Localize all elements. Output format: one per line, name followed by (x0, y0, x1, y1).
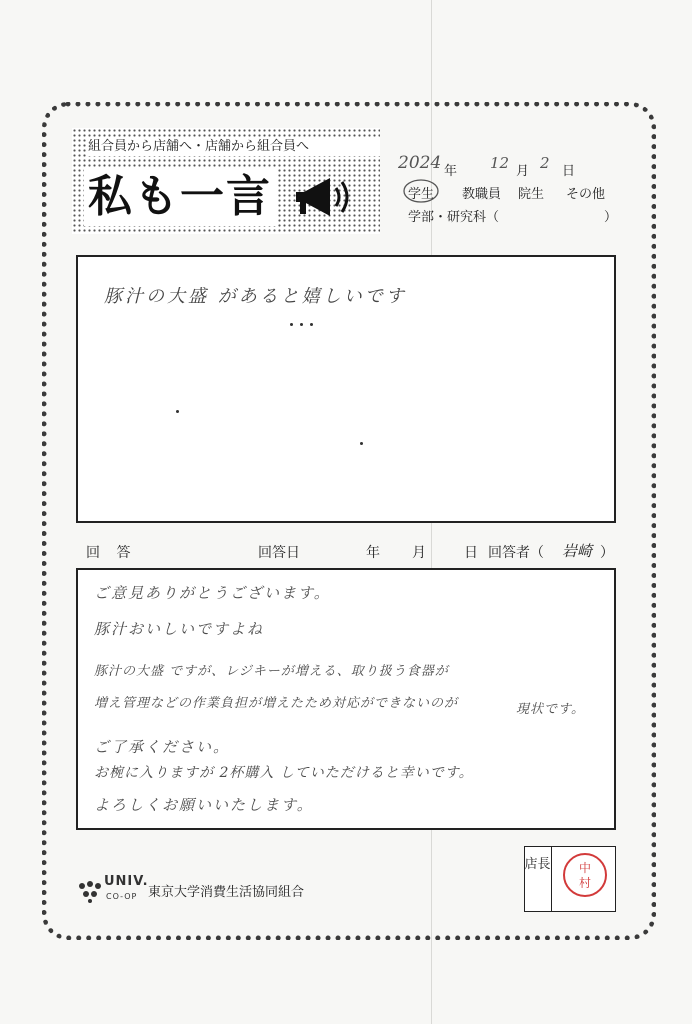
ink-speck (300, 323, 303, 326)
selected-status-circle (402, 178, 440, 204)
responder-name: 岩崎 (562, 542, 593, 560)
month-value: 12 (490, 154, 510, 172)
status-option-label: 教職員 (462, 187, 502, 202)
reply-line: よろしくお願いいたします。 (94, 796, 314, 814)
ink-speck (310, 323, 313, 326)
responder-label: 回答者（ (488, 545, 544, 561)
reply-line: 豚汁おいしいですよね (94, 620, 265, 638)
status-option-label: 学生 (408, 187, 435, 202)
megaphone-icon (290, 172, 354, 222)
reply-date-label: 回答日 (258, 545, 300, 561)
form-subtitle: 組合員から店舗へ・店舗から組合員へ (86, 138, 380, 156)
reply-line: 現状です。 (516, 702, 585, 717)
status-option-grad[interactable] (518, 183, 544, 202)
ink-speck (290, 323, 293, 326)
opinion-text: 豚汁の大盛 があると嬉しいです (104, 286, 407, 307)
coop-logo-icon (74, 878, 106, 904)
svg-text:中: 中 (578, 861, 592, 875)
status-option-label: 院生 (518, 187, 545, 202)
status-option-other[interactable] (566, 183, 605, 202)
faculty-close: ） (604, 210, 618, 225)
manager-label: 店長 (524, 846, 552, 912)
day-value: 2 (540, 154, 550, 172)
month-label: 月 (516, 164, 530, 179)
ink-speck (360, 442, 363, 445)
form-title: 私も一言 (84, 168, 276, 226)
ink-speck (176, 410, 179, 413)
year-label: 年 (444, 164, 458, 179)
year-value: 2024 (398, 153, 442, 173)
day-label: 日 (562, 164, 576, 179)
status-option-staff[interactable] (462, 183, 501, 202)
manager-seal (560, 850, 610, 900)
logo-subtext: CO-OP (106, 892, 138, 901)
faculty-label: 学部・研究科（ (408, 210, 500, 225)
status-option-label: その他 (566, 187, 606, 202)
reply-line: ご意見ありがとうございます。 (94, 584, 331, 602)
reply-month-label: 月 (412, 545, 426, 561)
reply-line: ご了承ください。 (94, 738, 231, 756)
organization-name: 東京大学消費生活協同組合 (148, 885, 305, 900)
reply-line: 豚汁の大盛 ですが、レジキーが増える、取り扱う食器が (94, 664, 449, 679)
svg-text:村: 村 (578, 876, 592, 890)
logo-text: UNIV. (104, 874, 149, 889)
reply-day-label: 日 (464, 545, 478, 561)
responder-close: ） (600, 545, 614, 561)
reply-label: 回 答 (86, 545, 137, 561)
reply-year-label: 年 (366, 545, 380, 561)
reply-line: 増え管理などの作業負担が増えたため対応ができないのが (94, 696, 459, 711)
reply-line: お椀に入りますが 2杯購入 していただけると幸いです。 (94, 765, 474, 781)
